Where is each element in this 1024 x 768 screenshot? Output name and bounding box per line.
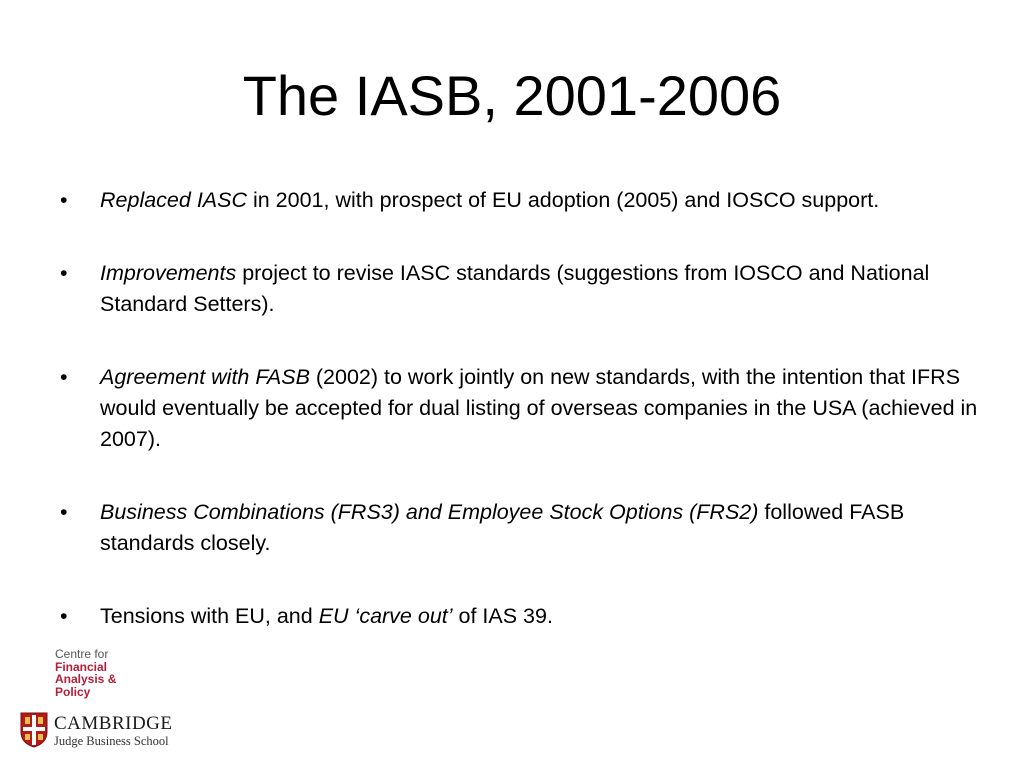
cfap-logo bbox=[55, 648, 116, 698]
bullet-item bbox=[60, 258, 980, 320]
bullet-emphasis: Business Combinations (FRS3) and Employee Stock Options (FRS2) bbox=[100, 500, 759, 524]
cfap-logo-line: Financial bbox=[55, 659, 108, 674]
bullet-item bbox=[60, 185, 980, 216]
bullet-emphasis: Improvements bbox=[100, 261, 237, 285]
bullet-text: project to revise IASC standards (suggestions from IOSCO and National Standard Setters). bbox=[100, 261, 930, 316]
bullet-symbol: • bbox=[60, 365, 68, 389]
cambridge-school: Judge Business School bbox=[54, 734, 169, 748]
cambridge-shield-icon bbox=[20, 712, 48, 748]
cfap-logo-line: Centre for bbox=[55, 647, 109, 661]
cfap-logo-line: Policy bbox=[55, 684, 91, 699]
bullet-text: (2002) to work jointly on new standards, with the intention that IFRS would eventually be accepted for dual listing of overseas companies in the USA (achieved in 2007). bbox=[100, 365, 978, 451]
bullet-text: of IAS 39. bbox=[452, 604, 553, 628]
bullet-text: followed FASB standards closely. bbox=[100, 500, 905, 555]
slide-title: The IASB, 2001-2006 bbox=[242, 64, 782, 127]
bullet-symbol: • bbox=[60, 604, 68, 628]
bullet-item bbox=[60, 362, 980, 455]
cambridge-name: CAMBRIDGE bbox=[54, 713, 173, 734]
bullet-symbol: • bbox=[60, 500, 68, 524]
bullet-symbol: • bbox=[60, 188, 68, 212]
bullet-emphasis: Agreement with FASB bbox=[100, 365, 310, 389]
bullet-symbol: • bbox=[60, 261, 68, 285]
bullet-emphasis: EU ‘carve out’ bbox=[318, 604, 453, 628]
bullet-emphasis: Replaced IASC bbox=[100, 188, 247, 212]
bullet-item bbox=[60, 601, 980, 632]
bullet-text-pre: Tensions with EU, and bbox=[100, 604, 319, 628]
cfap-logo-line: Analysis & bbox=[55, 672, 117, 686]
bullet-list bbox=[60, 185, 980, 674]
bullet-text: in 2001, with prospect of EU adoption (2005) and IOSCO support. bbox=[247, 188, 880, 212]
cambridge-wordmark bbox=[54, 714, 173, 748]
bullet-item bbox=[60, 497, 980, 559]
